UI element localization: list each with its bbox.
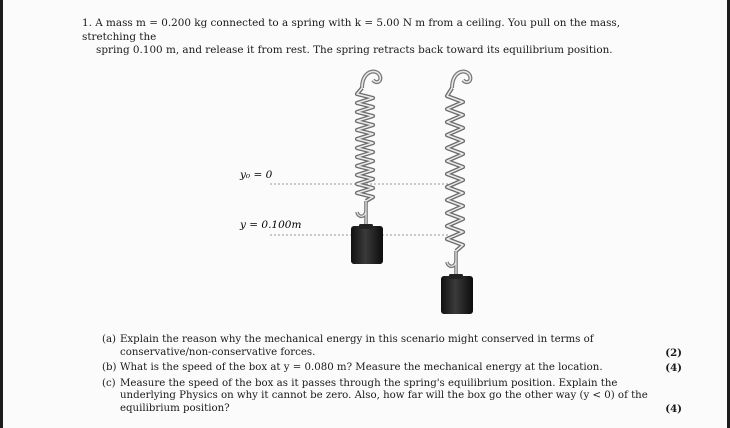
part-b (96, 362, 696, 375)
part-a-marks: (2) (665, 346, 682, 359)
right-mass-box (441, 276, 473, 314)
problem-number: 1. (82, 17, 92, 29)
problem-statement (82, 17, 662, 58)
part-a (96, 334, 696, 359)
spring-mass-figure (220, 60, 520, 320)
left-bottom-hook (357, 201, 366, 225)
part-b-text: What is the speed of the box at y = 0.080 m? Measure the mechanical energy at the location. (120, 362, 603, 374)
part-a-text: Explain the reason why the mechanical energy in this scenario might conserved in terms of conservative/non-conservative forces. (120, 334, 594, 358)
part-c-label: (c) (102, 377, 116, 389)
left-top-hook (362, 72, 380, 88)
label-y0: y₀ = 0 (240, 169, 273, 181)
part-c-marks: (4) (665, 402, 682, 415)
part-b-label: (b) (102, 362, 117, 374)
left-mass-box (351, 226, 383, 264)
label-y: y = 0.100m (240, 219, 302, 231)
part-c-text: Measure the speed of the box as it passes through the spring's equilibrium position. Explain the underlying Physics on why it cannot be zero. Also, how far will the box go the other way (y < 0) of the equilibrium position? (120, 377, 648, 414)
left-border (0, 0, 3, 428)
left-spring-assembly (351, 72, 383, 264)
part-b-marks: (4) (665, 362, 682, 375)
right-spring-assembly (441, 72, 473, 314)
problem-line-2: spring 0.100 m, and release it from rest. The spring retracts back toward its equilibrium position. (96, 44, 613, 56)
question-parts (96, 334, 696, 419)
problem-line-1: A mass m = 0.200 kg connected to a spring with k = 5.00 N m from a ceiling. You pull on the mass, stretching the (82, 17, 621, 43)
part-c (96, 378, 696, 416)
right-bottom-hook (447, 251, 456, 275)
right-top-hook (452, 72, 470, 88)
part-a-label: (a) (102, 334, 117, 345)
